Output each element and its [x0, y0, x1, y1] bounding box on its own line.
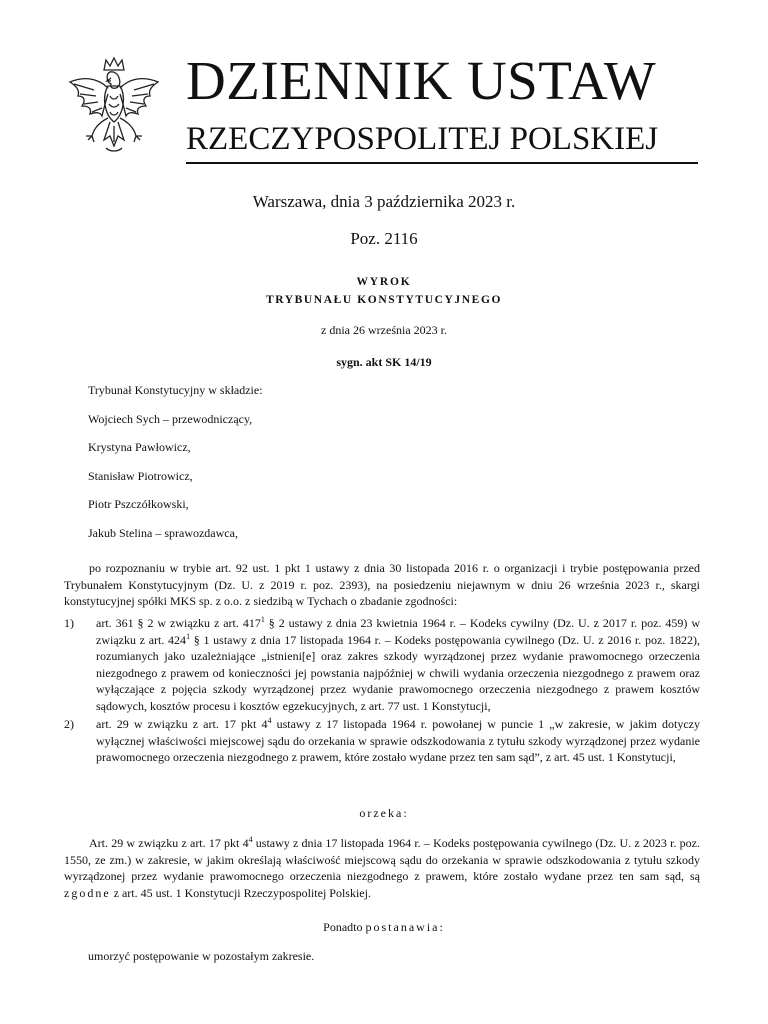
masthead-subtitle: RZECZYPOSPOLITEJ POLSKIEJ [186, 121, 659, 157]
case-signature: sygn. akt SK 14/19 [336, 355, 432, 369]
composition-member: Stanisław Piotrowicz, [88, 469, 193, 483]
composition-member: Krystyna Pawłowicz, [88, 440, 191, 454]
ruling-heading: orzeka: [359, 806, 409, 820]
item-text: art. 361 § 2 w związku z art. $417^1$ § 2 ustawy z dnia 23 kwietnia 1964 r. – Kodeks cywilny (Dz. U. z 2017 r. poz. 459) w związku z art. $424^1$ § 1 ustawy z dnia 17 listopada 1964 r. – Kodeks postępowania cywilnego (Dz. U. z 2016 r. poz. 1822), rozumianych jako uzależniające „istnieni[e] oraz zakres szkody wyrządzonej przez wydanie prawomocnego orzeczenia niezgodnego z prawem od konieczności jej powstania najpóźniej w chwili wydania orzeczenia niezgodnego z prawem oraz wyłączające z pojęcia szkody wyrządzonej przez wydanie prawomocnego orzeczenia niezgodnego z prawem kosztów sądowych, kosztów procesu i kosztów egzekucyjnych, z art. 77 ust. 1 Konstytucji, [96, 615, 700, 713]
document-issuer: TRYBUNAŁU KONSTYTUCYJNEGO [265, 294, 503, 306]
judgment-date: z dnia 26 września 2023 r. [321, 323, 447, 337]
composition-member: Wojciech Sych – przewodniczący, [88, 412, 253, 426]
recital-paragraph: po rozpoznaniu w trybie art. 92 ust. 1 pkt 1 ustawy z dnia 30 listopada 2016 r. o organizacji i trybie postępowania przed Trybunałem Konstytucyjnym (Dz. U. z 2019 r. poz. 2393), na posiedzeniu niejawnym w dniu 26 września 2023 r., skargi konstytucyjnej spółki MKS sp. z o.o. z siedzibą w Tychach o zbadanie zgodności: [64, 561, 700, 608]
masthead-rule [186, 162, 698, 164]
composition-intro: Trybunał Konstytucyjny w składzie: [88, 383, 263, 397]
item-number: 1) [64, 616, 74, 630]
white-eagle-emblem-icon [64, 56, 164, 160]
item-number: 2) [64, 717, 74, 731]
further-decision: umorzyć postępowanie w pozostałym zakresie. [88, 949, 315, 963]
publication-date: Warszawa, dnia 3 października 2023 r. [252, 192, 516, 211]
masthead-title: DZIENNIK USTAW [186, 50, 657, 111]
composition-member: Jakub Stelina – sprawozdawca, [88, 526, 238, 540]
ruling-paragraph: Art. 29 w związku z art. 17 pkt $4^4$ ustawy z dnia 17 listopada 1964 r. – Kodeks postępowania cywilnego (Dz. U. z 2023 r. poz. 1550, ze zm.) w zakresie, w jakim określają właściwość miejscową sądu do orzekania w sprawie odszkodowania z tytułu szkody wyrządzonej przez wydanie prawomocnego orzeczenia niezgodnego z prawem, które zostało wydane przez ten sam sąd, są zgodne z art. 45 ust. 1 Konstytucji Rzeczypospolitej Polskiej. [64, 835, 700, 900]
further-heading: Ponadto postanawia: [323, 920, 445, 934]
publication-position: Poz. 2116 [350, 229, 418, 248]
ruling-emphasis: zgodne [64, 885, 111, 900]
document-type: WYROK [356, 276, 412, 288]
item-text: art. 29 w związku z art. 17 pkt $4^4$ ustawy z 17 listopada 1964 r. powołanej w puncie 1 „w zakresie, w jakim dotyczy wyłącznej właściwości miejscowej sądu do orzekania w sprawie odszkodowania z tytułu szkody wyrządzonej przez wydanie prawomocnego orzeczenia niezgodnego z prawem, które zostało wydane przez ten sam sąd”, z art. 45 ust. 1 Konstytucji, [96, 716, 700, 764]
composition-member: Piotr Pszczółkowski, [88, 497, 189, 511]
